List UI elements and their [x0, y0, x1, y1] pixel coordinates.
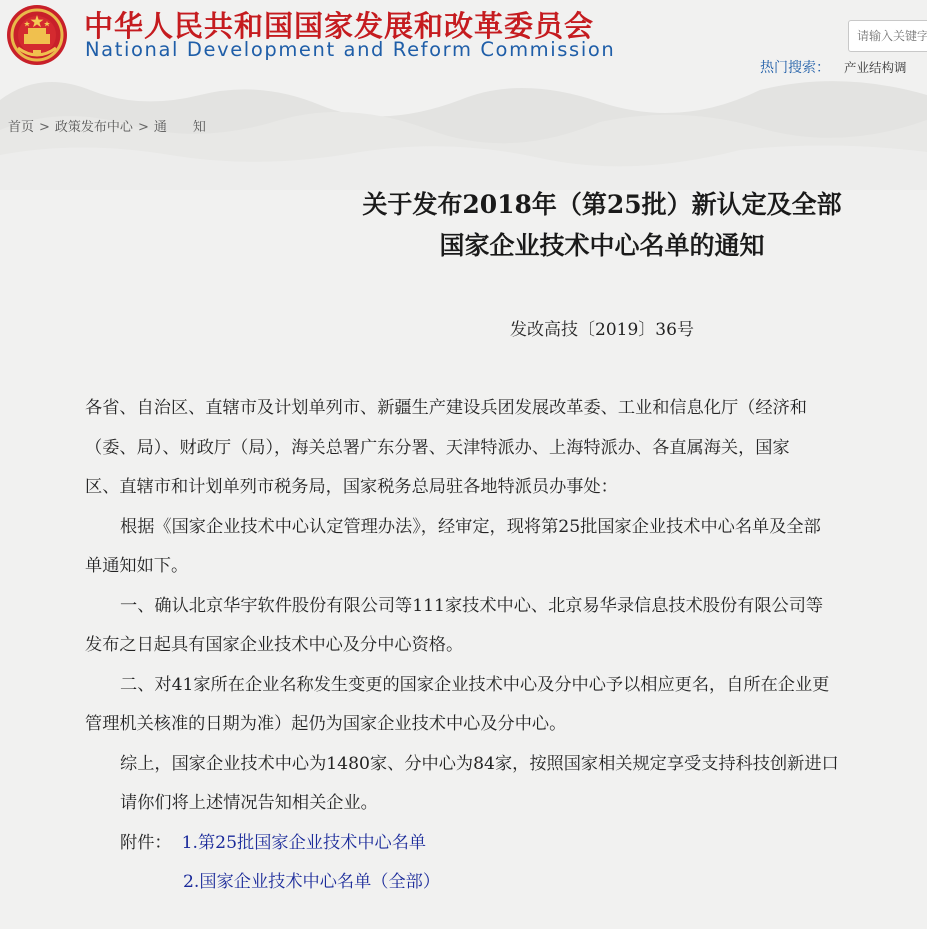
hot-search-label: 热门搜索：	[760, 60, 830, 76]
breadcrumb-policy-center[interactable]: 政策发布中心	[54, 120, 133, 135]
breadcrumb-separator: >	[137, 120, 149, 135]
site-title-zh[interactable]: 中华人民共和国国家发展和改革委员会	[84, 9, 595, 43]
document-number: 发改高技〔2019〕36号	[510, 320, 694, 340]
paragraph-line: 区、直辖市和计划单列市税务局，国家税务总局驻各地特派员办事处：	[85, 477, 618, 497]
paragraph-line: 管理机关核准的日期为准）起仍为国家企业技术中心及分中心。	[85, 714, 567, 734]
breadcrumb-separator: >	[39, 120, 50, 135]
hot-search	[760, 57, 907, 77]
document-title-line-1: 关于发布2018年（第25批）新认定及全部	[362, 190, 842, 219]
attachment-line-2	[85, 863, 927, 903]
breadcrumb-home[interactable]: 首页	[8, 120, 35, 135]
breadcrumb-current[interactable]: 通知	[153, 120, 232, 135]
document-title	[0, 184, 927, 266]
paragraph-line: 综上，国家企业技术中心为1480家、分中心为84家，按照国家相关规定享受支持科技创新进口	[120, 753, 839, 774]
paragraph-line: （委、局）、财政厅（局），海关总署广东分署、天津特派办、上海特派办、各直属海关，国家	[85, 437, 790, 458]
attachment-link-2[interactable]: 2.国家企业技术中心名单（全部）	[183, 872, 441, 892]
paragraph-line: 单通知如下。	[85, 556, 189, 576]
paragraph-line: 一、确认北京华宇软件股份有限公司等111家技术中心、北京易华录信息技术股份有限公司等	[120, 595, 824, 616]
search-input[interactable]	[848, 20, 927, 52]
paragraph-line: 根据《国家企业技术中心认定管理办法》，经审定，现将第25批国家企业技术中心名单及全部	[120, 516, 821, 537]
attachment-link-1[interactable]: 1.第25批国家企业技术中心名单	[181, 832, 427, 853]
document-body	[85, 389, 927, 903]
document-title-line-2: 国家企业技术中心名单的通知	[439, 231, 765, 260]
national-emblem-icon[interactable]	[6, 4, 68, 66]
paragraph-line: 请你们将上述情况告知相关企业。	[120, 793, 378, 813]
paragraph-line: 二、对41家所在企业名称发生变更的国家企业技术中心及分中心予以相应更名，自所在企业更	[120, 674, 830, 695]
site-title-en[interactable]: National Development and Reform Commission	[85, 38, 616, 61]
hot-search-link[interactable]: 产业结构调	[844, 60, 907, 75]
breadcrumb	[8, 116, 232, 135]
attachment-line-1	[85, 824, 927, 864]
paragraph-line: 各省、自治区、直辖市及计划单列市、新疆生产建设兵团发展改革委、工业和信息化厅（经济和	[85, 398, 807, 418]
site-header	[0, 0, 927, 90]
attachment-label: 附件：	[120, 832, 172, 853]
paragraph-line: 发布之日起具有国家企业技术中心及分中心资格。	[85, 635, 464, 655]
